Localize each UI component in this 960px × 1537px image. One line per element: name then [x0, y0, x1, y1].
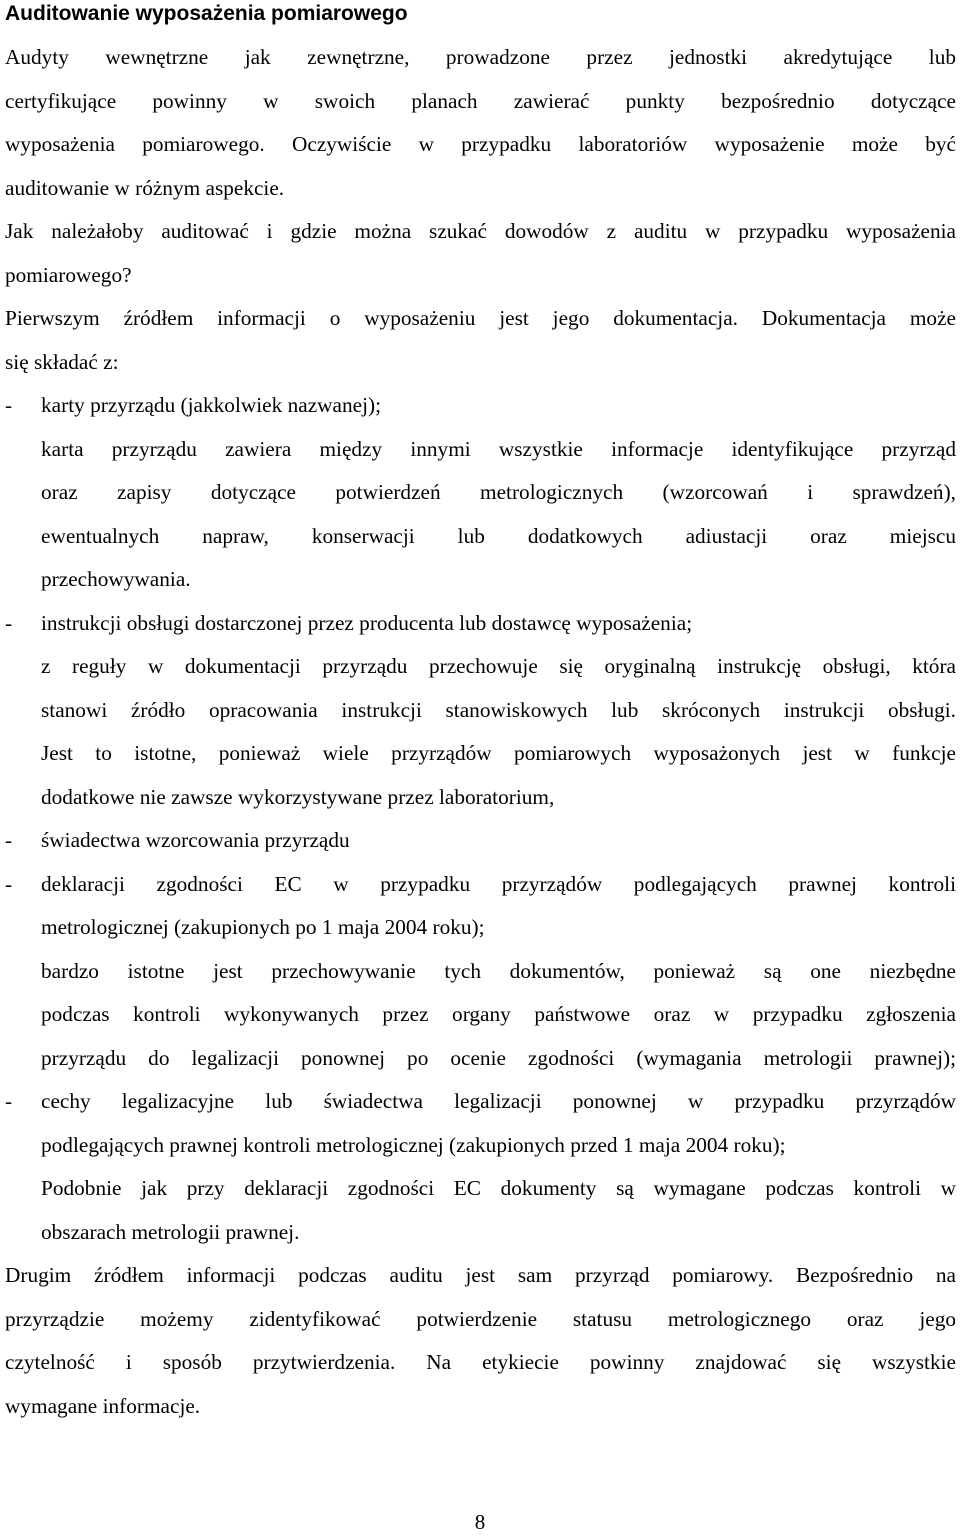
page-title: Auditowanie wyposażenia pomiarowego [5, 2, 408, 25]
text-line: metrologicznej (zakupionych po 1 maja 2004 roku); [41, 915, 485, 939]
paragraph-question [5, 210, 956, 297]
text-line: Jak należałoby auditować i gdzie można szukać dowodów z auditu w przypadku wyposażenia [5, 219, 956, 243]
text-line: Jest to istotne, ponieważ wiele przyrządów pomiarowych wyposażonych jest w funkcje [41, 741, 956, 765]
dash-bullet: - [5, 871, 13, 896]
list-item [5, 863, 956, 1081]
text-line: podlegających prawnej kontroli metrologicznej (zakupionych przed 1 maja 2004 roku); [41, 1132, 786, 1157]
paragraph-documentation [5, 297, 956, 384]
list-item-head [5, 1080, 956, 1124]
text-line: stanowi źródło opracowania instrukcji stanowiskowych lub skróconych instrukcji obsługi. [41, 697, 956, 722]
text-line: ewentualnych napraw, konserwacji lub dodatkowych adiustacji oraz miejscu [41, 523, 956, 548]
list-item-head [5, 602, 956, 646]
list-item [5, 602, 956, 820]
page-number: 8 [474, 1510, 486, 1534]
dash-bullet: - [5, 393, 13, 417]
paragraph-instrument [5, 1254, 956, 1428]
text-line: deklaracji zgodności EC w przypadku przyrządów podlegających prawnej kontroli [41, 871, 956, 896]
text-line: Podobnie jak przy deklaracji zgodności EC dokumenty są wymagane podczas kontroli w [41, 1176, 956, 1200]
text-line: przyrządzie możemy zidentyfikować potwierdzenie statusu metrologicznego oraz jego [5, 1306, 956, 1331]
text-line: czytelność i sposób przytwierdzenia. Na etykiecie powinny znajdować się wszystkie [5, 1350, 956, 1374]
list-item-head [5, 384, 956, 428]
dash-bullet: - [5, 1089, 13, 1113]
text-line: karta przyrządu zawiera między innymi wszystkie informacje identyfikujące przyrząd [41, 436, 956, 461]
list-item [5, 819, 956, 863]
dash-bullet: - [5, 610, 13, 635]
text-line: karty przyrządu (jakkolwiek nazwanej); [41, 393, 382, 417]
text-line: auditowanie w różnym aspekcie. [5, 175, 285, 200]
text-line: obszarach metrologii prawnej. [41, 1219, 300, 1244]
text-line: świadectwa wzorcowania przyrządu [41, 828, 350, 852]
list-item [5, 1080, 956, 1254]
list-item-head [5, 863, 956, 907]
text-line: Pierwszym źródłem informacji o wyposażeniu jest jego dokumentacja. Dokumentacja może [5, 306, 956, 330]
text-line: bardzo istotne jest przechowywanie tych dokumentów, ponieważ są one niezbędne [41, 958, 956, 983]
text-line: certyfikujące powinny w swoich planach zawierać punkty bezpośrednio dotyczące [5, 88, 956, 113]
text-line: z reguły w dokumentacji przyrządu przechowuje się oryginalną instrukcję obsługi, która [41, 654, 956, 678]
list-item [5, 384, 956, 602]
text-line: dodatkowe nie zawsze wykorzystywane przez laboratorium, [41, 784, 555, 809]
text-line: się składać z: [5, 349, 119, 374]
text-line: Audyty wewnętrzne jak zewnętrzne, prowadzone przez jednostki akredytujące lub [5, 45, 956, 69]
text-line: pomiarowego? [5, 262, 132, 287]
text-line: wymagane informacje. [5, 1393, 201, 1418]
text-line: podczas kontroli wykonywanych przez organy państwowe oraz w przypadku zgłoszenia [41, 1002, 956, 1026]
document-page [5, 0, 956, 1428]
text-line: Drugim źródłem informacji podczas auditu jest sam przyrząd pomiarowy. Bezpośrednio na [5, 1263, 956, 1287]
paragraph-intro [5, 36, 956, 210]
text-line: przechowywania. [41, 567, 191, 591]
list-item-head [5, 819, 956, 863]
text-line: przyrządu do legalizacji ponownej po ocenie zgodności (wymagania metrologii prawnej); [41, 1045, 956, 1070]
text-line: wyposażenia pomiarowego. Oczywiście w przypadku laboratoriów wyposażenie może być [5, 132, 956, 156]
text-line: instrukcji obsługi dostarczonej przez producenta lub dostawcę wyposażenia; [41, 610, 693, 635]
documentation-list [5, 384, 956, 1254]
dash-bullet: - [5, 828, 13, 852]
text-line: cechy legalizacyjne lub świadectwa legalizacji ponownej w przypadku przyrządów [41, 1089, 956, 1113]
text-line: oraz zapisy dotyczące potwierdzeń metrologicznych (wzorcowań i sprawdzeń), [41, 480, 956, 504]
